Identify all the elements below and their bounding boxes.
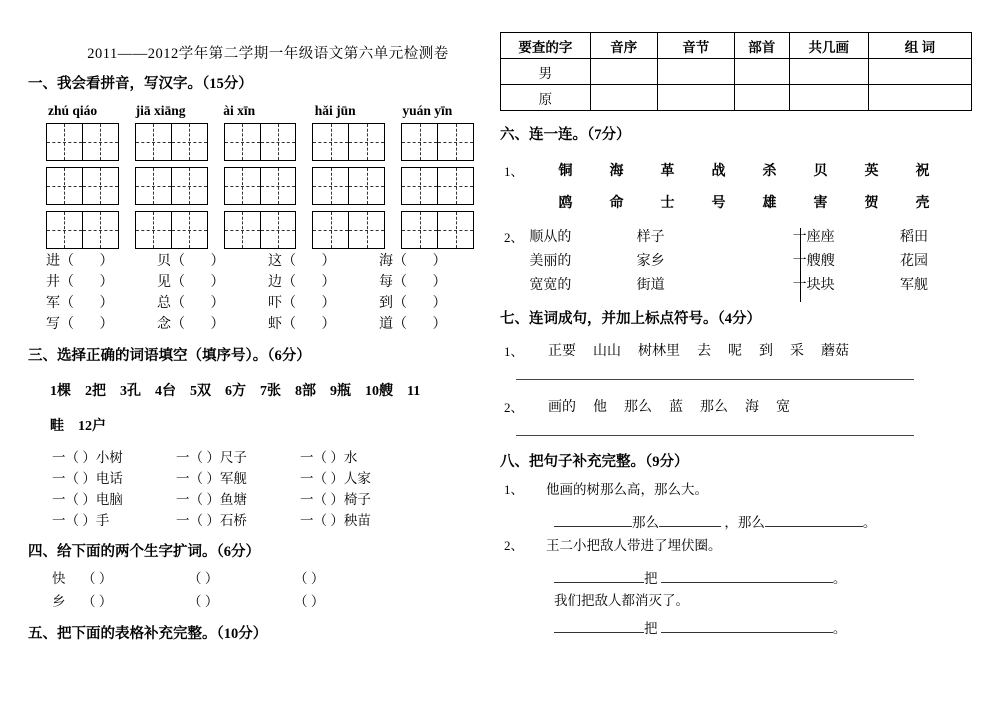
column-header-syllable: 音节 <box>657 33 734 59</box>
zuci-cell[interactable] <box>46 293 157 314</box>
zuci-prompt: 念（ <box>157 317 185 332</box>
comma: ， <box>724 515 738 530</box>
match-char[interactable]: 贺 <box>864 196 879 211</box>
tianzige-cell <box>172 124 207 160</box>
section-six-match-item1 <box>504 156 978 220</box>
kuoci-row <box>52 590 490 613</box>
item-number: 1、 <box>504 344 524 359</box>
sentence-fill-row <box>554 511 978 531</box>
zuci-close: ） <box>432 296 447 311</box>
measure-word-item[interactable]: 一（ ）小树 <box>52 450 123 465</box>
answer-line[interactable] <box>516 378 914 380</box>
measure-word-item[interactable]: 一（ ）椅子 <box>300 492 371 507</box>
zuci-prompt: 总（ <box>157 296 185 311</box>
tianzige-box[interactable] <box>46 211 119 249</box>
cell-radical[interactable] <box>734 59 789 85</box>
measure-word-item[interactable]: 一（ ）手 <box>52 513 110 528</box>
section-six-match-item2 <box>504 226 978 298</box>
tianzige-box[interactable] <box>224 211 297 249</box>
measure-word-questions <box>52 447 490 531</box>
zuci-prompt: 进（ <box>46 254 74 269</box>
tianzige-cell <box>225 124 261 160</box>
cell-character: 原 <box>501 85 591 111</box>
tianzige-box[interactable] <box>224 167 297 205</box>
blank-underline[interactable] <box>661 632 833 633</box>
tianzige-cell <box>225 212 261 248</box>
tianzige-cell <box>402 212 438 248</box>
measure-word-item[interactable]: 一（ ）石桥 <box>176 513 247 528</box>
page-title: 2011——2012学年第二学期一年级语文第六单元检测卷 <box>87 46 449 62</box>
zuci-close: ） <box>99 317 114 332</box>
match-char[interactable]: 铜 <box>558 164 573 179</box>
match-char[interactable]: 壳 <box>915 196 930 211</box>
pinyin-item: ài xīn <box>223 103 256 118</box>
zuci-prompt: 井（ <box>46 275 74 290</box>
measure-word-row <box>52 510 490 531</box>
match-char[interactable]: 杀 <box>762 164 777 179</box>
zuci-cell[interactable] <box>379 272 490 293</box>
scramble-word[interactable]: 海 <box>745 400 759 415</box>
bank-item: 6方 <box>225 384 246 399</box>
zuci-row <box>46 251 490 272</box>
match-pair-row <box>504 274 978 298</box>
tianzige-cell <box>349 212 384 248</box>
zuci-prompt: 每（ <box>379 275 407 290</box>
tianzige-cell <box>313 124 349 160</box>
section-two-heading: 二、我会再组词。（8分） <box>18 227 178 243</box>
tianzige-cell <box>313 212 349 248</box>
match-char[interactable]: 士 <box>660 196 675 211</box>
tianzige-row <box>46 123 490 161</box>
item-number: 2、 <box>504 538 524 553</box>
bank-item: 8部 <box>295 384 316 399</box>
bank-item: 7张 <box>260 384 281 399</box>
zuci-prompt: 道（ <box>379 317 407 332</box>
tianzige-cell <box>172 168 207 204</box>
scramble-word[interactable]: 到 <box>759 344 773 359</box>
match-char[interactable]: 命 <box>609 196 624 211</box>
scramble-word[interactable]: 蓝 <box>669 400 683 415</box>
zuci-prompt: 虾（ <box>268 317 296 332</box>
tianzige-cell <box>313 168 349 204</box>
bank-item: 畦 <box>50 419 64 434</box>
spacer <box>504 188 540 220</box>
zuci-prompt: 写（ <box>46 317 74 332</box>
measure-word-bank <box>50 377 490 407</box>
match-left-word[interactable]: 宽宽的 <box>529 278 572 293</box>
match-pair-row <box>504 226 978 250</box>
match-left-word[interactable]: 一座座 <box>792 230 835 245</box>
zuci-close: ） <box>210 317 225 332</box>
bank-item: 11 <box>407 384 421 399</box>
tianzige-box[interactable] <box>312 211 385 249</box>
match-right-word[interactable]: 家乡 <box>636 254 665 269</box>
zuci-prompt: 吓（ <box>268 296 296 311</box>
zuci-close: ） <box>99 275 114 290</box>
match-left-word[interactable]: 顺从的 <box>529 230 572 245</box>
column-header-character: 要查的字 <box>501 33 591 59</box>
kuoci-char: 快 <box>52 571 66 586</box>
zuci-close: ） <box>321 296 336 311</box>
left-column <box>18 30 490 647</box>
pinyin-item: hǎi jūn <box>314 103 356 118</box>
measure-word-item[interactable]: 一（ ）军舰 <box>176 471 247 486</box>
spacer <box>504 250 529 274</box>
sentence-item <box>504 477 978 503</box>
example-sentence-2: 我们把敌人都消灭了。 <box>554 593 689 608</box>
zuci-row <box>46 272 490 293</box>
zuci-prompt: 这（ <box>268 254 296 269</box>
cell-word-formation[interactable] <box>868 85 971 111</box>
match-right-word[interactable]: 街道 <box>636 278 665 293</box>
bank-item: 2把 <box>85 384 106 399</box>
measure-word-item[interactable]: 一（ ）尺子 <box>176 450 247 465</box>
tianzige-box[interactable] <box>312 123 385 161</box>
tianzige-box[interactable] <box>224 123 297 161</box>
zuci-close: ） <box>321 275 336 290</box>
zuci-cell[interactable] <box>268 293 379 314</box>
zuci-prompt: 见（ <box>157 275 185 290</box>
cell-stroke-count[interactable] <box>789 85 868 111</box>
scramble-word[interactable]: 蘑菇 <box>821 344 849 359</box>
column-header-word-formation: 组 词 <box>868 33 971 59</box>
cell-radical[interactable] <box>734 85 789 111</box>
kuoci-blank[interactable]: （ ） <box>294 571 325 586</box>
zuci-close: ） <box>321 317 336 332</box>
tianzige-box[interactable] <box>401 123 474 161</box>
tianzige-cell <box>47 124 83 160</box>
blank-underline[interactable] <box>661 582 833 583</box>
tianzige-box[interactable] <box>135 167 208 205</box>
bank-item: 9瓶 <box>330 384 351 399</box>
tianzige-cell <box>136 212 172 248</box>
zuci-cell[interactable] <box>268 251 379 272</box>
kuoci-blank[interactable]: （ ） <box>82 594 113 609</box>
fill-word: 把 <box>644 571 658 586</box>
scramble-word[interactable]: 画的 <box>548 400 576 415</box>
example-sentence: 他画的树那么高，那么大。 <box>546 482 708 497</box>
zuci-cell[interactable] <box>157 293 268 314</box>
kuoci-row <box>52 567 490 590</box>
match-left-word[interactable]: 一块块 <box>792 278 835 293</box>
vertical-divider <box>800 228 801 302</box>
section-seven-items <box>504 338 978 436</box>
zuci-close: ） <box>99 254 114 269</box>
zuci-cell[interactable] <box>46 272 157 293</box>
scramble-word[interactable]: 那么 <box>624 400 652 415</box>
zuci-cell[interactable] <box>46 314 157 335</box>
tianzige-box[interactable] <box>135 123 208 161</box>
sentence-fill-row <box>554 567 978 587</box>
tianzige-cell <box>402 124 438 160</box>
tianzige-cell <box>225 168 261 204</box>
item-number: 1、 <box>504 164 524 179</box>
zuci-cell[interactable] <box>379 251 490 272</box>
period: 。 <box>832 571 847 586</box>
cell-syllable[interactable] <box>657 85 734 111</box>
blank-underline[interactable] <box>554 632 644 633</box>
item-number: 1、 <box>504 482 524 497</box>
period: 。 <box>862 515 877 530</box>
example-sentence: 王二小把敌人带进了埋伏圈。 <box>546 538 722 553</box>
cell-syllable[interactable] <box>657 59 734 85</box>
pinyin-item: jiā xiāng <box>135 103 186 118</box>
zuci-cell[interactable] <box>379 314 490 335</box>
match-right-word[interactable]: 花园 <box>899 254 928 269</box>
tianzige-cell <box>136 168 172 204</box>
tianzige-cell <box>349 168 384 204</box>
match-pair-row <box>504 250 978 274</box>
scramble-word[interactable]: 山山 <box>593 344 621 359</box>
tianzige-cell <box>438 212 473 248</box>
measure-word-row <box>52 447 490 468</box>
tianzige-cell <box>438 168 473 204</box>
measure-word-item[interactable]: 一（ ）电脑 <box>52 492 123 507</box>
answer-line[interactable] <box>516 434 914 436</box>
pinyin-row <box>48 103 490 119</box>
tianzige-box[interactable] <box>135 211 208 249</box>
match-char[interactable]: 雄 <box>762 196 777 211</box>
scramble-word[interactable]: 宽 <box>776 400 790 415</box>
tianzige-cell <box>83 212 118 248</box>
zuci-prompt: 边（ <box>268 275 296 290</box>
match-right-word[interactable]: 军舰 <box>899 278 928 293</box>
measure-word-item[interactable]: 一（ ）鱼塘 <box>176 492 247 507</box>
item-number: 2、 <box>504 400 524 415</box>
period: 。 <box>832 621 847 636</box>
bank-item: 3孔 <box>120 384 141 399</box>
section-eight-heading: 八、把句子补充完整。（9分） <box>500 454 689 470</box>
match-char[interactable]: 战 <box>711 164 726 179</box>
match-char[interactable]: 祝 <box>915 164 930 179</box>
fill-word: 把 <box>644 621 658 636</box>
zuci-close: ） <box>210 275 225 290</box>
match-row-top <box>504 156 978 188</box>
match-left-word[interactable]: 美丽的 <box>529 254 572 269</box>
scramble-word[interactable]: 那么 <box>700 400 728 415</box>
measure-word-item[interactable]: 一（ ）秧苗 <box>300 513 371 528</box>
scramble-word[interactable]: 树林里 <box>638 344 680 359</box>
match-right-word[interactable]: 稻田 <box>899 230 928 245</box>
tianzige-row <box>46 167 490 205</box>
match-char[interactable]: 号 <box>711 196 726 211</box>
column-header-alphabetic-order: 音序 <box>590 33 657 59</box>
dictionary-lookup-table <box>500 32 972 111</box>
kuoci-blank[interactable]: （ ） <box>188 594 219 609</box>
zuci-close: ） <box>432 254 447 269</box>
tianzige-box[interactable] <box>401 211 474 249</box>
tianzige-cell <box>261 124 296 160</box>
column-header-radical: 部首 <box>734 33 789 59</box>
section-eight-items <box>504 477 978 637</box>
scramble-item <box>504 338 978 366</box>
zuci-close: ） <box>210 254 225 269</box>
zuci-prompt: 海（ <box>379 254 407 269</box>
zuci-cell[interactable] <box>157 272 268 293</box>
match-right-word[interactable]: 样子 <box>636 230 665 245</box>
tianzige-box[interactable] <box>46 167 119 205</box>
tianzige-cell <box>261 212 296 248</box>
match-char[interactable]: 鸥 <box>558 196 573 211</box>
bank-item: 4台 <box>155 384 176 399</box>
match-char[interactable]: 贝 <box>813 164 828 179</box>
zuci-prompt: 到（ <box>379 296 407 311</box>
tianzige-cell <box>438 124 473 160</box>
cell-character: 男 <box>501 59 591 85</box>
sentence-item <box>504 533 978 559</box>
scramble-word[interactable]: 呢 <box>728 344 742 359</box>
measure-word-row <box>52 468 490 489</box>
kuoci-char: 乡 <box>52 594 66 609</box>
blank-underline[interactable] <box>554 582 644 583</box>
cell-word-formation[interactable] <box>868 59 971 85</box>
zuci-prompt: 贝（ <box>157 254 185 269</box>
bank-item: 5双 <box>190 384 211 399</box>
tianzige-cell <box>83 124 118 160</box>
zuci-cell[interactable] <box>268 272 379 293</box>
section-one-heading: 一、我会看拼音，写汉字。（15分） <box>28 76 253 92</box>
zuci-prompt: 军（ <box>46 296 74 311</box>
cell-alphabetic-order[interactable] <box>590 59 657 85</box>
fill-word: 那么 <box>632 515 659 530</box>
zuci-cell[interactable] <box>268 314 379 335</box>
zuci-cell[interactable] <box>379 293 490 314</box>
column-header-stroke-count: 共几画 <box>789 33 868 59</box>
right-column <box>500 30 978 639</box>
tianzige-cell <box>349 124 384 160</box>
section-four-expand-words <box>52 567 490 613</box>
sentence-fill-row <box>554 617 978 637</box>
item-number: 2、 <box>504 230 524 245</box>
tianzige-cell <box>136 124 172 160</box>
measure-word-item[interactable]: 一（ ）人家 <box>300 471 371 486</box>
kuoci-blank[interactable]: （ ） <box>82 571 113 586</box>
zuci-cell[interactable] <box>157 251 268 272</box>
tianzige-cell <box>172 212 207 248</box>
bank-item: 10艘 <box>365 384 393 399</box>
scramble-word[interactable]: 他 <box>593 400 607 415</box>
match-left-word[interactable]: 一艘艘 <box>792 254 835 269</box>
scramble-word[interactable]: 采 <box>790 344 804 359</box>
tianzige-cell <box>47 168 83 204</box>
match-char[interactable]: 害 <box>813 196 828 211</box>
table-row <box>501 85 972 111</box>
tianzige-row <box>46 211 490 249</box>
blank-underline[interactable] <box>659 526 721 527</box>
section-seven-heading: 七、连词成句，并加上标点符号。（4分） <box>500 311 761 327</box>
zuci-close: ） <box>432 275 447 290</box>
tianzige-box[interactable] <box>46 123 119 161</box>
zuci-row <box>46 293 490 314</box>
table-row <box>501 59 972 85</box>
fill-word: 那么 <box>737 515 765 530</box>
tianzige-cell <box>261 168 296 204</box>
section-two-word-grid <box>46 251 490 335</box>
section-six-heading: 六、连一连。（7分） <box>500 127 631 143</box>
spacer <box>504 274 529 298</box>
tianzige-box[interactable] <box>401 167 474 205</box>
kuoci-blank[interactable]: （ ） <box>294 594 325 609</box>
scramble-word[interactable]: 去 <box>697 344 711 359</box>
zuci-close: ） <box>432 317 447 332</box>
kuoci-blank[interactable]: （ ） <box>188 571 219 586</box>
scramble-word[interactable]: 正要 <box>548 344 576 359</box>
measure-word-item[interactable]: 一（ ）电话 <box>52 471 123 486</box>
match-row-bottom <box>504 188 978 220</box>
pinyin-item: zhú qiáo <box>48 103 98 118</box>
table-header-row <box>501 33 972 59</box>
blank-underline[interactable] <box>554 526 632 527</box>
bank-item: 12户 <box>78 419 106 434</box>
measure-word-bank-line2 <box>50 415 490 435</box>
bank-item: 1棵 <box>50 384 71 399</box>
blank-underline[interactable] <box>765 526 863 527</box>
zuci-cell[interactable] <box>157 314 268 335</box>
pinyin-item: yuán yīn <box>402 103 453 118</box>
measure-word-item[interactable]: 一（ ）水 <box>300 450 358 465</box>
match-char[interactable]: 海 <box>609 164 624 179</box>
cell-stroke-count[interactable] <box>789 59 868 85</box>
zuci-close: ） <box>99 296 114 311</box>
tianzige-cell <box>402 168 438 204</box>
section-four-heading: 四、给下面的两个生字扩词。（6分） <box>28 544 260 560</box>
scramble-item <box>504 394 978 422</box>
zuci-row <box>46 314 490 335</box>
measure-word-row <box>52 489 490 510</box>
tianzige-cell <box>47 212 83 248</box>
tianzige-cell <box>83 168 118 204</box>
tianzige-box[interactable] <box>312 167 385 205</box>
zuci-cell[interactable] <box>46 251 157 272</box>
zuci-close: ） <box>210 296 225 311</box>
match-char[interactable]: 革 <box>660 164 675 179</box>
cell-alphabetic-order[interactable] <box>590 85 657 111</box>
match-char[interactable]: 英 <box>864 164 879 179</box>
section-three-heading: 三、选择正确的词语填空（填序号）。（6分） <box>28 348 311 364</box>
section-five-heading: 五、把下面的表格补充完整。（10分） <box>28 626 268 642</box>
zuci-close: ） <box>321 254 336 269</box>
